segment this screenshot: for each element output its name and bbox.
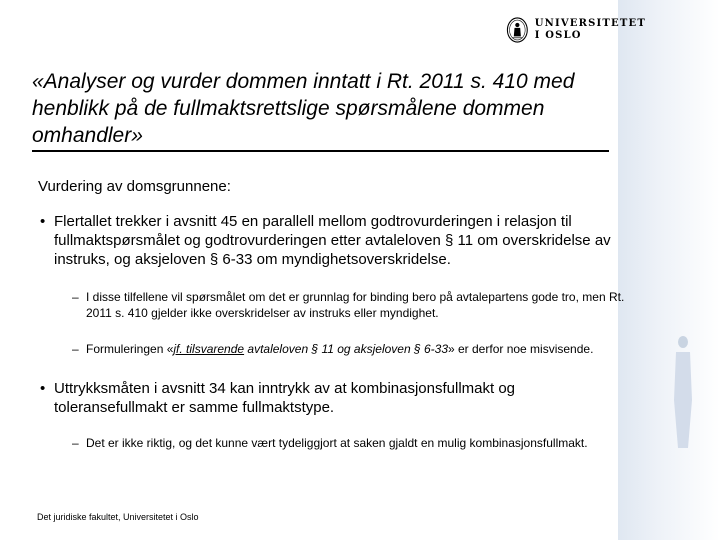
dash-icon: – xyxy=(72,342,79,356)
italic-underlined-segment: jf. tilsvarende xyxy=(173,342,245,356)
statue-figure-icon xyxy=(668,330,698,450)
text-segment: Formuleringen « xyxy=(86,342,174,356)
university-seal-icon xyxy=(506,11,529,49)
italic-segment: avtaleloven § 11 og aksjeloven § 6-33 xyxy=(244,342,448,356)
sub-bullet-text xyxy=(86,342,593,356)
bullet-icon: • xyxy=(40,213,46,230)
university-logo xyxy=(506,10,646,50)
bullet-icon: • xyxy=(40,380,46,397)
sub-bullet-text: I disse tilfellene vil spørsmålet om det er grunnlag for binding bero på avtalepartens gode tro, men Rt. 2011 s. 410 gjelder ikke overskridelser av instruks eller myndighet. xyxy=(86,290,625,320)
sub-bullet-item xyxy=(30,435,630,451)
dash-icon: – xyxy=(72,436,79,450)
sub-bullet-text: Det er ikke riktig, og det kunne vært tydeliggjort at saken gjaldt en mulig kombinasjonsfullmakt. xyxy=(86,436,588,450)
slide-subheading: Vurdering av domsgrunnene: xyxy=(38,178,231,195)
sub-bullet-item xyxy=(30,341,630,357)
slide-content xyxy=(30,212,630,451)
bullet-item xyxy=(30,212,630,269)
sub-bullet-item xyxy=(30,289,630,321)
bullet-text: Flertallet trekker i avsnitt 45 en parallell mellom godtrovurderingen i relasjon til fullmaktspørsmålet og godtrovurderingen etter avtaleloven § 11 om overskridelse av instruks, og aksjeloven § 6-33 om myndighetsoverskridelse. xyxy=(54,213,611,268)
bullet-text: Uttrykksmåten i avsnitt 34 kan inntrykk av at kombinasjonsfullmakt og toleransefullmakt er samme fullmaktstype. xyxy=(54,380,516,416)
university-name xyxy=(535,18,646,42)
logo-line-1: UNIVERSITETET xyxy=(534,18,646,29)
text-segment: » er derfor noe misvisende. xyxy=(448,342,594,356)
slide-title: «Analyser og vurder dommen inntatt i Rt. 2011 s. 410 med henblikk på de fullmaktsrettslige spørsmålene dommen omhandler» xyxy=(32,70,575,147)
decorative-side-panel xyxy=(618,0,720,540)
slide-footer: Det juridiske fakultet, Universitetet i Oslo xyxy=(37,512,199,522)
dash-icon: – xyxy=(72,290,79,304)
title-underline xyxy=(32,150,609,152)
logo-line-2: I OSLO xyxy=(534,30,582,41)
bullet-item xyxy=(30,379,630,417)
